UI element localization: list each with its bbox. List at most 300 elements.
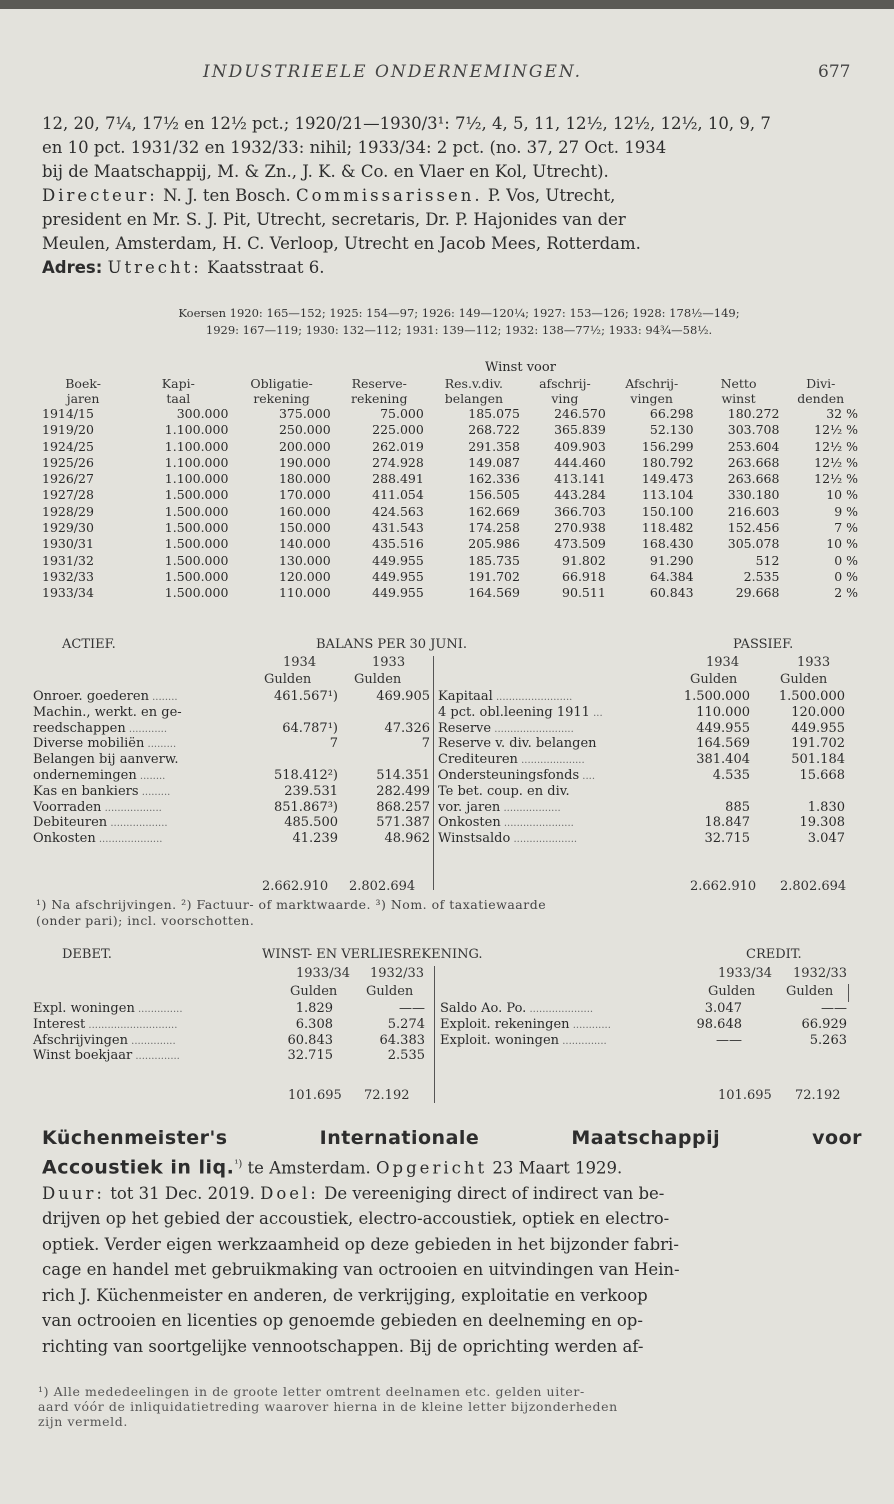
table-cell: 300.000 bbox=[176, 406, 229, 421]
table-cell: 91.802 bbox=[562, 552, 606, 568]
table-cell: 1.100.000 bbox=[164, 422, 229, 438]
table-cell: 160.000 bbox=[278, 503, 331, 519]
ledger-label-text: Te bet. coup. en div. bbox=[438, 783, 570, 799]
table-row bbox=[40, 569, 860, 585]
ledger-value-current: 32.715 bbox=[287, 1048, 333, 1064]
ledger-value-current: 239.531 bbox=[284, 783, 338, 799]
table-cell: 149.087 bbox=[468, 454, 520, 470]
table-cell: 164.569 bbox=[468, 585, 520, 601]
debet-label: DEBET. bbox=[62, 947, 112, 962]
ledger-value-previous: 48.962 bbox=[384, 831, 430, 847]
ledger-value-previous: 571.387 bbox=[376, 815, 430, 831]
company-name-cont: Accoustiek in liq. bbox=[42, 1156, 235, 1178]
table-cell: 365.839 bbox=[554, 422, 606, 438]
column-header-line: denden bbox=[797, 391, 845, 406]
ledger-leader-dots: .................... bbox=[517, 755, 585, 767]
ledger-value-current: 518.412²) bbox=[273, 768, 338, 783]
table-cell: 156.505 bbox=[468, 487, 520, 503]
ledger-value-current: 98.648 bbox=[696, 1016, 742, 1032]
ledger-item-label bbox=[438, 800, 561, 817]
ledger-label-text: Afschrijvingen bbox=[33, 1032, 128, 1048]
table-cell: 1.100.000 bbox=[164, 438, 229, 454]
ledger-label-text: Ondersteuningsfonds bbox=[438, 768, 580, 783]
table-cell: 1.500.000 bbox=[164, 503, 229, 519]
table-cell: 66.298 bbox=[649, 406, 694, 421]
ledger-value-current: 164.569 bbox=[696, 736, 750, 752]
running-header bbox=[0, 62, 894, 86]
ledger-label-text: Machin., werkt. en ge- bbox=[33, 704, 182, 720]
ledger-value-current: 1.829 bbox=[295, 1001, 333, 1016]
ledger-label-text: Interest bbox=[33, 1016, 86, 1032]
table-cell: 449.955 bbox=[372, 552, 424, 568]
ledger-value-current: 485.500 bbox=[284, 815, 338, 831]
ledger-value-previous: 64.383 bbox=[379, 1032, 425, 1048]
table-cell: 200.000 bbox=[278, 438, 331, 454]
ledger-label-text: reedschappen bbox=[33, 720, 126, 736]
ledger-value-current: 4.535 bbox=[712, 768, 750, 783]
adres-line bbox=[42, 256, 862, 280]
table-cell: 118.482 bbox=[641, 520, 694, 536]
table-row bbox=[40, 504, 860, 520]
column-header bbox=[696, 376, 782, 406]
table-cell: 9 % bbox=[834, 503, 858, 519]
opgericht-label: Opgericht bbox=[376, 1158, 488, 1177]
table-cell: 150.100 bbox=[641, 503, 694, 519]
column-header-line: Kapi- bbox=[161, 376, 195, 391]
ledger-value-current: 41.239 bbox=[292, 831, 338, 847]
winst-unit: Gulden bbox=[786, 984, 834, 999]
ledger-leader-dots: .............. bbox=[127, 1035, 176, 1047]
column-header-line: Boek- bbox=[65, 376, 101, 391]
balans-total-left-1934: 2.662.910 bbox=[262, 879, 329, 894]
ledger-value-previous: 868.257 bbox=[376, 799, 430, 815]
table-cell: 1931/32 bbox=[42, 552, 94, 568]
table-cell: 113.104 bbox=[641, 487, 694, 503]
ledger-item-label bbox=[33, 1048, 180, 1065]
table-cell: 162.336 bbox=[468, 471, 520, 487]
footnote-line: zijn vermeld. bbox=[38, 1414, 128, 1429]
ledger-item-label bbox=[33, 1033, 176, 1050]
table-cell: 180.792 bbox=[641, 454, 694, 470]
winst-year: 1933/34 bbox=[296, 966, 351, 981]
balans-title: BALANS PER 30 JUNI. bbox=[316, 637, 468, 652]
ledger-leader-dots: .............. bbox=[134, 1004, 183, 1015]
column-header bbox=[781, 376, 860, 406]
ledger-value-current: 110.000 bbox=[696, 704, 750, 720]
balans-unit: Gulden bbox=[690, 672, 738, 687]
ledger-leader-dots: ...................... bbox=[500, 818, 574, 830]
table-cell: 91.290 bbox=[649, 552, 694, 568]
ledger-item-label bbox=[33, 705, 182, 722]
column-header-line: ving bbox=[551, 391, 579, 406]
ledger-item-label bbox=[438, 689, 572, 706]
winst-unit: Gulden bbox=[708, 984, 756, 999]
table-cell: 449.955 bbox=[372, 568, 424, 584]
table-cell: 473.509 bbox=[554, 536, 606, 552]
ledger-value-current: 64.787¹) bbox=[282, 720, 338, 736]
winst-year: 1932/33 bbox=[793, 966, 848, 981]
table-cell: 411.054 bbox=[372, 487, 424, 503]
table-row bbox=[40, 455, 860, 471]
ledger-label-text: Saldo Ao. Po. bbox=[440, 1001, 527, 1016]
winst-year: 1932/33 bbox=[370, 966, 425, 981]
table-cell: 2.535 bbox=[743, 568, 780, 584]
winst-total-right: 101.695 bbox=[718, 1088, 772, 1103]
history-table bbox=[40, 360, 860, 602]
balans-year-1934: 1934 bbox=[706, 655, 740, 670]
table-cell: 0 % bbox=[834, 552, 858, 568]
page-number: 677 bbox=[818, 62, 851, 82]
table-cell: 305.078 bbox=[727, 536, 780, 552]
company-line: drijven op het gebied der accoustiek, electro-accoustiek, optiek en electro- bbox=[42, 1209, 670, 1228]
column-header bbox=[333, 376, 426, 406]
company-line bbox=[42, 1181, 862, 1207]
table-cell: 110.000 bbox=[278, 585, 331, 601]
column-header bbox=[230, 376, 332, 406]
table-cell: 174.258 bbox=[468, 520, 520, 536]
table-row bbox=[40, 520, 860, 536]
page-edge-bar bbox=[0, 0, 894, 9]
column-header-line: afschrij- bbox=[539, 376, 591, 391]
company-line: optiek. Verder eigen werkzaamheid op deze gebieden in het bijzonder fabri- bbox=[42, 1234, 679, 1254]
table-cell: 190.000 bbox=[278, 454, 331, 470]
table-cell: 246.570 bbox=[554, 406, 606, 421]
table-cell: 130.000 bbox=[278, 552, 331, 568]
ledger-item-label bbox=[33, 768, 165, 785]
table-cell: 185.735 bbox=[468, 552, 520, 568]
ledger-label-text: Winst boekjaar bbox=[33, 1048, 133, 1064]
ledger-value-current: 18.847 bbox=[704, 815, 750, 831]
koersen-block bbox=[44, 305, 874, 339]
ledger-item-label bbox=[438, 752, 585, 769]
table-cell: 29.668 bbox=[735, 585, 780, 601]
column-header-line: Afschrij- bbox=[625, 376, 679, 391]
ledger-label-text: ondernemingen bbox=[33, 768, 137, 783]
ledger-value-previous: 501.184 bbox=[791, 752, 845, 768]
ledger-item-label bbox=[438, 705, 603, 722]
ledger-item-label bbox=[33, 736, 176, 753]
page-footnote bbox=[38, 1384, 868, 1429]
credit-label: CREDIT. bbox=[746, 947, 802, 962]
actief-label: ACTIEF. bbox=[62, 637, 116, 652]
commissarissen-label: Commissarissen. bbox=[295, 186, 483, 205]
table-cell: 185.075 bbox=[468, 406, 520, 421]
ledger-label-text: Onroer. goederen bbox=[33, 689, 149, 704]
ledger-value-previous: 449.955 bbox=[791, 720, 845, 736]
company-line: cage en handel met gebruikmaking van octrooien en uitvindingen van Hein- bbox=[42, 1260, 680, 1279]
column-header bbox=[522, 376, 608, 406]
adres-label: Adres: bbox=[42, 258, 103, 277]
table-cell: 366.703 bbox=[554, 503, 606, 519]
table-cell: 263.668 bbox=[727, 454, 780, 470]
table-cell: 1929/30 bbox=[42, 520, 94, 536]
passief-label: PASSIEF. bbox=[733, 637, 794, 652]
ledger-value-current: 381.404 bbox=[696, 752, 750, 768]
table-cell: 253.604 bbox=[727, 438, 780, 454]
column-header-line: rekening bbox=[253, 391, 310, 406]
ledger-value-previous: —— bbox=[821, 1001, 847, 1016]
ledger-item-label bbox=[33, 752, 179, 769]
ledger-leader-dots: ............................ bbox=[85, 1019, 178, 1031]
table-cell: 1.100.000 bbox=[164, 471, 229, 487]
table-cell: 250.000 bbox=[278, 422, 331, 438]
ledger-leader-dots: .................. bbox=[500, 802, 561, 814]
table-cell: 60.843 bbox=[649, 585, 694, 601]
ledger-value-previous: 15.668 bbox=[799, 768, 845, 783]
table-cell: 32 % bbox=[826, 406, 858, 421]
table-cell: 149.473 bbox=[641, 471, 694, 487]
column-header-line: vingen bbox=[630, 391, 673, 406]
ledger-item-label bbox=[33, 721, 167, 738]
table-cell: 75.000 bbox=[380, 406, 424, 421]
ledger-leader-dots: .................... bbox=[526, 1004, 594, 1015]
table-header-row bbox=[40, 376, 860, 406]
ledger-item-label bbox=[33, 1001, 183, 1018]
ledger-label-text: Onkosten bbox=[438, 815, 501, 831]
intro-line: president en Mr. S. J. Pit, Utrecht, secretaris, Dr. P. Hajonides van der bbox=[42, 210, 626, 229]
table-cell: 162.669 bbox=[468, 503, 520, 519]
ledger-item-label bbox=[33, 1017, 177, 1034]
table-cell: 263.668 bbox=[727, 471, 780, 487]
duur-label: Duur: bbox=[42, 1183, 105, 1203]
ledger-leader-dots: .............. bbox=[132, 1051, 180, 1063]
table-cell: 1.100.000 bbox=[164, 454, 229, 470]
ledger-label-text: Debiteuren bbox=[33, 815, 108, 831]
table-cell: 12½ % bbox=[814, 471, 858, 487]
table-cell: 274.928 bbox=[372, 454, 424, 470]
ledger-value-previous: 1.500.000 bbox=[778, 689, 845, 704]
ledger-value-previous: 5.263 bbox=[809, 1032, 847, 1048]
company-name: Küchenmeister's Internationale Maatschappij voor bbox=[42, 1127, 862, 1149]
table-cell: 90.511 bbox=[562, 585, 606, 601]
column-header-line: winst bbox=[721, 391, 756, 406]
ledger-label-text: Kas en bankiers bbox=[33, 783, 139, 799]
ledger-label-text: Winstsaldo bbox=[438, 831, 511, 847]
ledger-label-text: Diverse mobiliën bbox=[33, 736, 145, 752]
table-cell: 12½ % bbox=[814, 454, 858, 470]
winst-unit: Gulden bbox=[366, 984, 414, 999]
adres-city: Utrecht: bbox=[107, 258, 202, 277]
ledger-leader-dots: ........ bbox=[148, 692, 178, 703]
intro-line: Meulen, Amsterdam, H. C. Verloop, Utrecht en Jacob Mees, Rotterdam. bbox=[42, 234, 641, 253]
table-cell: 64.384 bbox=[649, 568, 694, 584]
table-row bbox=[40, 585, 860, 601]
ledger-value-current: 3.047 bbox=[704, 1001, 742, 1016]
ledger-label-text: Exploit. woningen bbox=[440, 1032, 560, 1048]
company-footnote-ref: ¹) bbox=[234, 1158, 243, 1170]
table-cell: 52.130 bbox=[649, 422, 694, 438]
table-cell: 180.272 bbox=[727, 406, 780, 421]
ledger-value-previous: 2.535 bbox=[387, 1048, 425, 1064]
winst-divider bbox=[434, 966, 435, 1103]
table-cell: 150.000 bbox=[278, 520, 331, 536]
ledger-value-current: 1.500.000 bbox=[683, 689, 750, 704]
balans-unit: Gulden bbox=[264, 672, 312, 687]
balans-year-1933: 1933 bbox=[797, 655, 831, 670]
ledger-leader-dots: .............. bbox=[559, 1035, 607, 1047]
column-header-line: Netto bbox=[720, 376, 757, 391]
ledger-leader-dots: ............ bbox=[569, 1019, 611, 1031]
table-cell: 120.000 bbox=[278, 568, 331, 584]
company-line: rich J. Küchenmeister en anderen, de verkrijging, exploitatie en verkoop bbox=[42, 1285, 648, 1305]
ledger-label-text: Exploit. rekeningen bbox=[440, 1016, 570, 1032]
footnote-line: aard vóór de inliquidatietreding waarover hierna in de kleine letter bijzonderheden bbox=[38, 1399, 618, 1414]
header-title: INDUSTRIEELE ONDERNEMINGEN. bbox=[203, 62, 583, 82]
ledger-value-previous: 469.905 bbox=[376, 689, 430, 704]
table-cell: 1930/31 bbox=[42, 536, 94, 552]
ledger-value-previous: 3.047 bbox=[807, 831, 845, 847]
balans-total-right-1933: 2.802.694 bbox=[780, 879, 847, 894]
table-cell: 1914/15 bbox=[42, 406, 94, 421]
ledger-leader-dots: ........................ bbox=[492, 692, 573, 703]
ledger-value-previous: 282.499 bbox=[376, 783, 430, 799]
column-header-line: Reserve- bbox=[351, 376, 407, 391]
table-cell: 180.000 bbox=[278, 471, 331, 487]
ledger-leader-dots: ......... bbox=[138, 786, 171, 798]
directeur-line bbox=[42, 184, 862, 208]
ledger-item-label bbox=[438, 721, 574, 738]
intro-line: en 10 pct. 1931/32 en 1932/33: nihil; 1933/34: 2 pct. (no. 37, 27 Oct. 1934 bbox=[42, 138, 667, 157]
table-cell: 1.500.000 bbox=[164, 568, 229, 584]
balans-footnote: ¹) Na afschrijvingen. ²) Factuur- of marktwaarde. ³) Nom. of taxatiewaarde bbox=[36, 897, 547, 912]
ledger-leader-dots: ............ bbox=[125, 723, 168, 735]
company-paragraph bbox=[42, 1126, 862, 1359]
footnote-line: ¹) Alle mededeelingen in de groote letter omtrent deelnamen etc. gelden uiter- bbox=[38, 1384, 585, 1399]
table-cell: 12½ % bbox=[814, 422, 858, 438]
ledger-value-current: 6.308 bbox=[295, 1016, 333, 1032]
table-cell: 1919/20 bbox=[42, 422, 94, 438]
table-cell: 268.722 bbox=[468, 422, 520, 438]
ledger-item-label bbox=[440, 1017, 611, 1034]
ledger-value-previous: 514.351 bbox=[376, 768, 430, 783]
table-cell: 168.430 bbox=[641, 536, 694, 552]
ledger-value-previous: 120.000 bbox=[791, 704, 845, 720]
table-cell: 1.500.000 bbox=[164, 536, 229, 552]
ledger-value-previous: 191.702 bbox=[791, 736, 845, 752]
table-cell: 1928/29 bbox=[42, 503, 94, 519]
table-cell: 330.180 bbox=[727, 487, 780, 503]
ledger-leader-dots: .................... bbox=[95, 834, 163, 846]
table-cell: 375.000 bbox=[278, 406, 331, 421]
table-row bbox=[40, 553, 860, 569]
table-cell: 1925/26 bbox=[42, 454, 94, 470]
table-cell: 205.986 bbox=[468, 536, 520, 552]
ledger-label-text: vor. jaren bbox=[438, 799, 501, 815]
directeur-label: Directeur: bbox=[42, 186, 158, 205]
ledger-label-text: Reserve v. div. belangen bbox=[438, 736, 597, 752]
ledger-item-label bbox=[438, 768, 595, 785]
ledger-item-label bbox=[438, 815, 574, 832]
table-cell: 288.491 bbox=[372, 471, 424, 487]
column-header-line: Res.v.div. bbox=[444, 376, 504, 391]
duur-text: tot 31 Dec. 2019. bbox=[110, 1183, 255, 1203]
table-cell: 1.500.000 bbox=[164, 487, 229, 503]
ledger-label-text: 4 pct. obl.leening 1911 bbox=[438, 704, 590, 720]
table-cell: 270.938 bbox=[554, 520, 606, 536]
table-cell: 1.500.000 bbox=[164, 552, 229, 568]
table-cell: 156.299 bbox=[641, 438, 694, 454]
balans-total-right-1934: 2.662.910 bbox=[690, 879, 757, 894]
doel-label: Doel: bbox=[260, 1183, 319, 1203]
winst-total-left: 101.695 bbox=[288, 1088, 342, 1103]
koersen-line: 1929: 167—119; 1930: 132—112; 1931: 139—112; 1932: 138—77½; 1933: 94¾—58½. bbox=[205, 323, 713, 337]
table-cell: 291.358 bbox=[468, 438, 520, 454]
table-cell: 1.500.000 bbox=[164, 585, 229, 601]
table-cell: 512 bbox=[755, 552, 780, 568]
company-line: van octrooien en licenties op genoemde gebieden en deelneming en op- bbox=[42, 1311, 643, 1330]
company-line bbox=[42, 1152, 862, 1181]
company-location: te Amsterdam. bbox=[242, 1158, 371, 1177]
winst-total-left: 72.192 bbox=[364, 1088, 410, 1103]
table-cell: 444.460 bbox=[554, 454, 606, 470]
ledger-label-text: Voorraden bbox=[33, 799, 102, 815]
column-header-line: Divi- bbox=[806, 376, 836, 391]
ledger-value-current: 7 bbox=[329, 736, 338, 752]
table-row bbox=[40, 487, 860, 503]
balans-total-left-1933: 2.802.694 bbox=[349, 879, 416, 894]
ledger-label-text: Kapitaal bbox=[438, 689, 493, 704]
ledger-label-text: Expl. woningen bbox=[33, 1001, 135, 1016]
table-cell: 152.456 bbox=[727, 520, 780, 536]
column-header-line: belangen bbox=[444, 391, 504, 406]
column-header-line: rekening bbox=[351, 391, 408, 406]
table-cell: 431.543 bbox=[372, 520, 424, 536]
ledger-value-previous: 7 bbox=[421, 736, 430, 752]
ledger-item-label bbox=[33, 800, 162, 817]
balans-year-1933: 1933 bbox=[372, 655, 406, 670]
table-cell: 0 % bbox=[834, 568, 858, 584]
table-cell: 1932/33 bbox=[42, 568, 94, 584]
table-cell: 12½ % bbox=[814, 438, 858, 454]
table-cell: 435.516 bbox=[372, 536, 424, 552]
ledger-leader-dots: ... bbox=[589, 707, 603, 719]
table-row bbox=[40, 439, 860, 455]
column-header bbox=[40, 376, 126, 406]
table-row bbox=[40, 406, 860, 422]
table-cell: 262.019 bbox=[372, 438, 424, 454]
balans-footnote: (onder pari); incl. voorschotten. bbox=[36, 913, 255, 928]
table-cell: 1.500.000 bbox=[164, 520, 229, 536]
ledger-item-label bbox=[438, 784, 570, 801]
ledger-value-current: —— bbox=[716, 1032, 742, 1048]
ledger-leader-dots: .................... bbox=[510, 834, 578, 846]
intro-line: bij de Maatschappij, M. & Zn., J. K. & Co. en Vlaer en Kol, Utrecht). bbox=[42, 162, 609, 181]
ledger-leader-dots: ......................... bbox=[491, 723, 574, 735]
winst-unit: Gulden bbox=[290, 984, 338, 999]
column-header-line: Obligatie- bbox=[250, 376, 313, 391]
adres-text: Kaatsstraat 6. bbox=[207, 258, 325, 277]
ledger-label-text: Crediteuren bbox=[438, 752, 518, 768]
ledger-value-previous: 5.274 bbox=[387, 1016, 425, 1032]
table-cell: 2 % bbox=[834, 585, 858, 601]
ledger-value-current: 461.567¹) bbox=[273, 689, 338, 704]
doel-text: De vereeniging direct of indirect van be- bbox=[324, 1183, 665, 1203]
winst-year: 1933/34 bbox=[718, 966, 773, 981]
winst-title: WINST- EN VERLIESREKENING. bbox=[262, 947, 483, 962]
ledger-leader-dots: ......... bbox=[144, 739, 177, 751]
ledger-leader-dots: ........ bbox=[136, 771, 166, 782]
ledger-value-previous: 66.929 bbox=[801, 1016, 847, 1032]
column-header-line: taal bbox=[166, 391, 191, 406]
table-cell: 1927/28 bbox=[42, 487, 94, 503]
ledger-value-current: 32.715 bbox=[704, 831, 750, 847]
intro-line: 12, 20, 7¼, 17½ en 12½ pct.; 1920/21—1930/3¹: 7½, 4, 5, 11, 12½, 12½, 12½, 10, 9, 7 bbox=[42, 114, 771, 133]
table-cell: 10 % bbox=[826, 536, 858, 552]
balans-unit: Gulden bbox=[354, 672, 402, 687]
column-header bbox=[126, 376, 230, 406]
ledger-value-current: 851.867³) bbox=[273, 799, 338, 815]
column-header bbox=[608, 376, 696, 406]
